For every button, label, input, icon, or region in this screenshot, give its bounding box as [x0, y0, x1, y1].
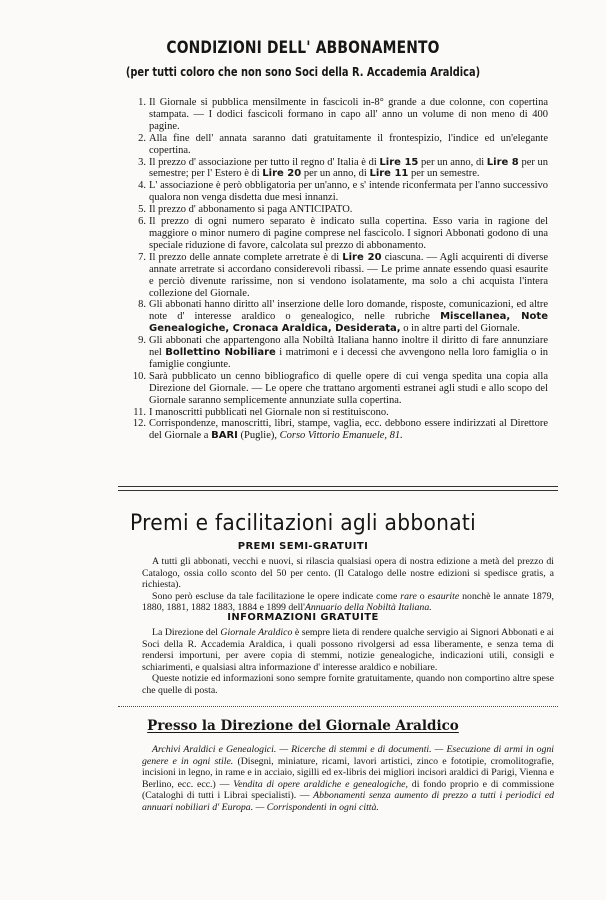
- conditions-list: [128, 97, 548, 442]
- dotted-divider: [118, 706, 558, 707]
- paragraph-text: A tutti gli abbonati, vecchi e nuovi, si rilascia qualsiasi opera di nostra edizione a metà del prezzo di Catalogo, ossia collo sconto del 50 per cento. (Il Catalogo delle nostre edizioni si spedisce gratis, a richiesta).: [142, 556, 554, 591]
- condition-item: [128, 157, 548, 181]
- item-text: i matrimoni e i decessi che avvengono nella loro famiglia o in famiglie congiunte.: [149, 347, 548, 370]
- rubric-names: Miscellanea, Note Genealogiche, Cronaca Araldica, Desiderata,: [149, 311, 548, 335]
- text-run: Vendita di opere araldiche e genealogiche,: [233, 778, 408, 790]
- text-run: rare: [400, 590, 417, 602]
- item-text: Alla fine dell' annata saranno dati gratuitamente il frontespizio, l'indice ed un'elegante copertina.: [149, 132, 548, 156]
- annuario-title: Annuario della Nobiltà Italiana.: [304, 602, 432, 614]
- item-text: L' associazione è però obbligatoria per un'anno, e s' intende riconfermata per l'anno successivo qualora non venga disdetta due mesi innanzi.: [149, 180, 548, 204]
- subsection-heading-semi-gratuiti: PREMI SEMI-GRATUITI: [237, 541, 369, 552]
- item-text: Il Giornale si pubblica mensilmente in fascicoli in-8° grande a due colonne, con copertina stampata. — I dodici fascicoli formano in capo all' anno un volume di non meno di 400 pagine.: [149, 97, 548, 132]
- paragraph-text: [142, 627, 554, 673]
- paragraph-semi-gratuiti: [142, 556, 554, 614]
- price-semester-abroad: Lire 11: [369, 168, 409, 180]
- condition-item: [128, 335, 548, 371]
- street-address: Corso Vittorio Emanuele, 81.: [279, 430, 403, 442]
- price-semester-italy: Lire 8: [486, 156, 519, 168]
- item-number: 3.: [138, 156, 146, 168]
- journal-name: Giornale Araldico: [220, 627, 293, 638]
- price-annual-abroad: Lire 20: [262, 168, 302, 180]
- item-text: Gli abbonati che appartengono alla Nobiltà Italiana hanno inoltre il diritto di fare annunziare nel: [149, 335, 548, 359]
- city-name: BARI: [211, 430, 238, 442]
- item-text: Corrispondenze, manoscritti, libri, stampe, vaglia, ecc. debbono essere indirizzati al Direttore del Giornale a: [149, 418, 548, 442]
- condition-item: [128, 97, 548, 133]
- section-title-premi: Premi e facilitazioni agli abbonati: [129, 510, 477, 536]
- condition-item: [128, 407, 548, 419]
- page-title: CONDIZIONI DELL' ABBONAMENTO: [166, 38, 440, 57]
- price-back-issues: Lire 20: [342, 251, 382, 263]
- text-run: è sempre lieta di rendere qualche servigio ai Signori Abbonati e ai Soci della R. Accademia Araldica, i quali possono rivolgersi ad essa liberamente, e senza tema di rendersi importuni, per avere copia di stemmi, notizie genealogiche, indicazioni utili, consigli e schiarimenti, e qualsiasi altra informazione d' interesse araldico e nobiliare.: [142, 627, 554, 673]
- item-number: 6.: [138, 216, 146, 228]
- paragraph-text: [142, 591, 554, 614]
- paragraph-informazioni: [142, 627, 554, 697]
- item-number: 8.: [138, 299, 146, 311]
- item-text: Gli abbonati hanno diritto all' inserzione delle loro domande, risposte, comunicazioni, ed altre note d' interesse araldico o genealogico, nelle rubriche: [149, 299, 548, 323]
- item-number: 4.: [138, 180, 146, 192]
- item-number: 10.: [132, 370, 146, 382]
- item-text: Il prezzo di ogni numero separato è indicato sulla copertina. Esso varia in ragione del maggiore o minor numero di pagine comprese nel fascicolo. I signori Abbonati godono di una speciale riduzione di favore, calcolata sul prezzo di abbonamento.: [149, 216, 548, 251]
- item-text: I manoscritti pubblicati nel Giornale non si restituiscono.: [149, 406, 389, 418]
- item-text: per un semestre.: [408, 168, 480, 180]
- condition-item: [128, 216, 548, 252]
- paragraph-presso: [142, 744, 554, 814]
- text-run: Sono però escluse da tale facilitazione le opere indicate come: [152, 590, 401, 602]
- text-run: (Disegni, miniature, ricami, lavori artistici, zinco e fototipie, cromolitografie, incisioni in legno, in rame e in acciaio, sigilli ed ex-libris dei migliori incisori araldici di Parigi, Vienna e Berlino, ecc. ecc.) —: [142, 755, 555, 790]
- paragraph-text: [142, 744, 554, 814]
- condition-item: [128, 133, 548, 157]
- condition-item: [128, 252, 548, 300]
- page-subtitle: (per tutti coloro che non sono Soci della R. Accademia Araldica): [125, 65, 481, 79]
- item-number: 11.: [133, 406, 146, 418]
- item-text: Sarà pubblicato un cenno bibliografico di quelle opere di cui venga spedita una copia alla Direzione del Giornale. — Le opere che trattano argomenti estranei agli studi e allo scopo del Giornale saranno semplicemente annunziate sulla copertina.: [149, 370, 548, 406]
- condition-item: [128, 418, 548, 442]
- text-run: Archivi Araldici e Genealogici. — Ricerche di stemmi e di documenti. — Esecuzione di armi in ogni genere e in ogni stile.: [142, 744, 554, 767]
- item-text: per un anno, di: [418, 156, 487, 168]
- text-run: Abbonamenti senza aumento di prezzo a tutti i periodici ed annuari nobiliari d' Europa. — Corrispondenti in ogni città.: [142, 790, 554, 813]
- price-annual-italy: Lire 15: [379, 156, 419, 168]
- item-number: 9.: [138, 335, 146, 347]
- item-text: (Puglie),: [237, 430, 280, 442]
- section-divider: [118, 486, 558, 491]
- item-text: Il prezzo d' associazione per tutto il regno d' Italia è di: [149, 156, 380, 168]
- item-number: 7.: [138, 251, 146, 263]
- text-run: esaurite: [427, 590, 460, 602]
- item-text: Il prezzo d' abbonamento si paga ANTICIPATO.: [149, 204, 353, 216]
- bollettino-name: Bollettino Nobiliare: [165, 347, 276, 359]
- paragraph-text: Queste notizie ed informazioni sono sempre fornite gratuitamente, quando non comportino altre spese che quelle di posta.: [142, 673, 554, 696]
- item-text: per un anno, di: [301, 168, 370, 180]
- condition-item: [128, 204, 548, 216]
- item-text: per un semestre; per l' Estero è di: [149, 156, 549, 180]
- item-number: 12.: [132, 418, 146, 430]
- condition-item: [128, 180, 548, 204]
- condition-item: [128, 299, 548, 335]
- text-run: di fondo proprio e di commissione (Cataloghi di tutti i Librai specialisti). —: [142, 778, 554, 802]
- section-title-presso: Presso la Direzione del Giornale Araldico: [147, 718, 459, 734]
- item-text: Il prezzo delle annate complete arretrate è di: [149, 251, 343, 263]
- text-run: La Direzione del: [152, 627, 221, 638]
- item-number: 1.: [138, 97, 146, 108]
- text-run: o: [416, 590, 428, 602]
- subsection-heading-informazioni: INFORMAZIONI GRATUITE: [227, 612, 379, 623]
- text-run: nonchè le annate 1879, 1880, 1881, 1882 1883, 1884 e 1899 dell': [142, 590, 555, 614]
- condition-item: [128, 371, 548, 407]
- item-text: ciascuna. — Agli acquirenti di diverse annate arretrate si accordano considerevoli ribassi. — Le prime annate essendo quasi esaurite e perciò divenute rarissime, non si vendono isolatamente, ma solo a chi acquista l'intera collezione del Giornale.: [149, 251, 548, 299]
- item-number: 5.: [138, 204, 146, 216]
- item-text: o in altre parti del Giornale.: [400, 323, 520, 335]
- item-number: 2.: [138, 132, 146, 144]
